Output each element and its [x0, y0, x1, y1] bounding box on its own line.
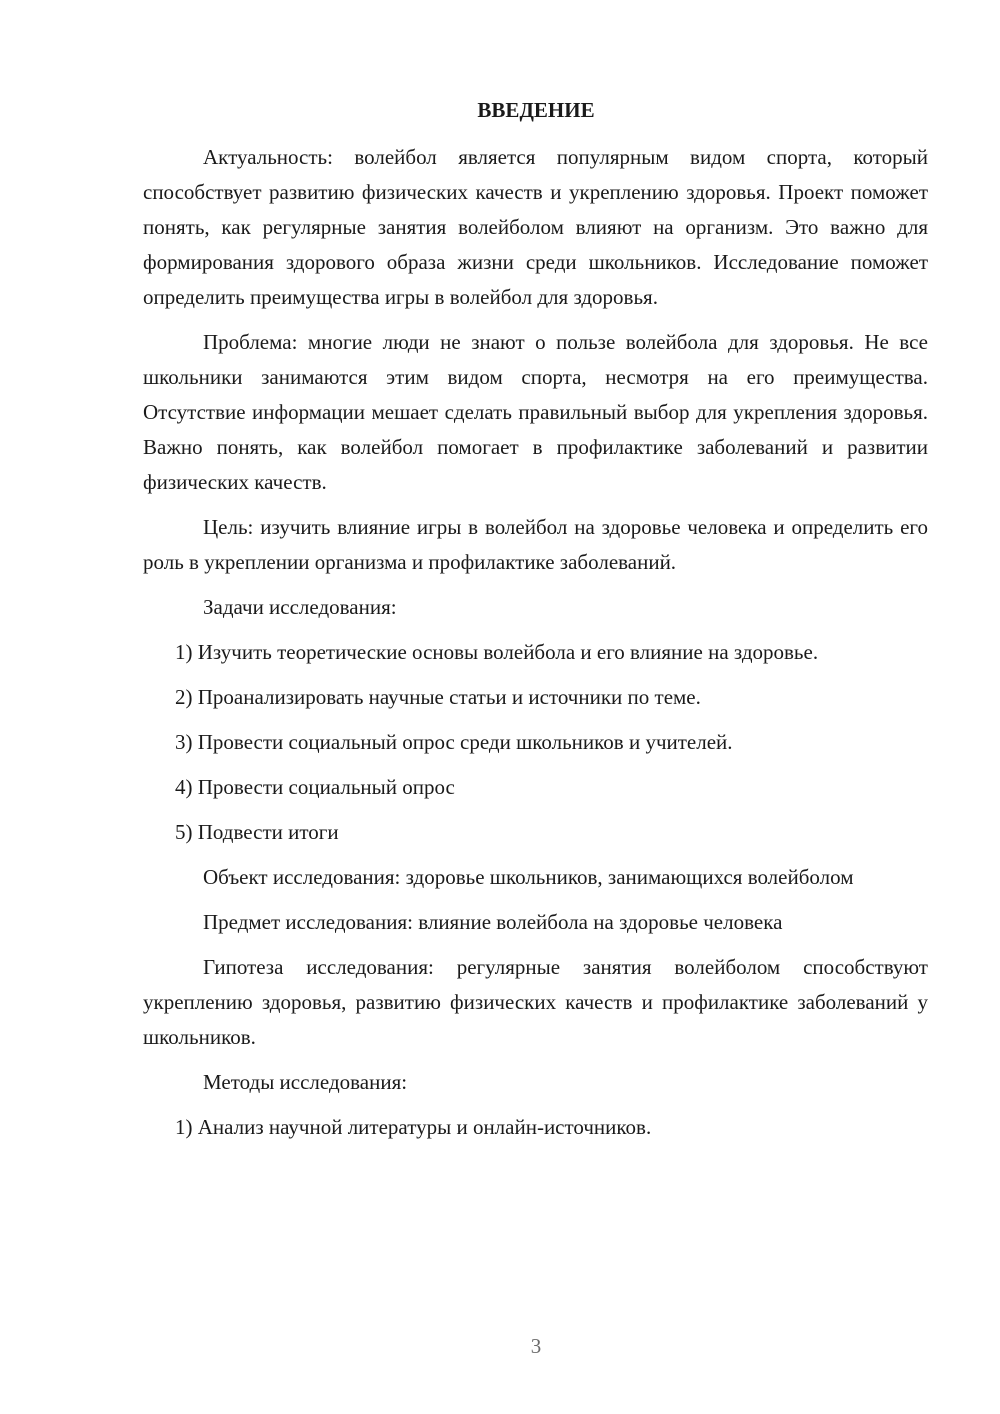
task-item: 4) Провести социальный опрос — [175, 775, 455, 799]
method-item: 1) Анализ научной литературы и онлайн-источников. — [175, 1115, 652, 1139]
page-number: 3 — [530, 1334, 542, 1358]
task-item: 2) Проанализировать научные статьи и источники по теме. — [175, 685, 701, 709]
page-title: ВВЕДЕНИЕ — [477, 98, 595, 122]
page-content — [143, 93, 928, 1145]
task-item: 5) Подвести итоги — [175, 820, 339, 844]
paragraph-object: Объект исследования: здоровье школьников, занимающихся волейболом — [203, 865, 854, 889]
paragraph-relevance: Актуальность: волейбол является популярным видом спорта, который способствует развитию физических качеств и укреплению здоровья. Проект поможет понять, как регулярные занятия волейболом влияют на организм. Это важно для формирования здорового образа жизни среди школьников. Исследование поможет определить преимущества игры в волейбол для здоровья. — [143, 145, 928, 309]
methods-heading: Методы исследования: — [203, 1070, 408, 1094]
task-item: 1) Изучить теоретические основы волейбола и его влияние на здоровье. — [175, 640, 819, 664]
paragraph-subject: Предмет исследования: влияние волейбола на здоровье человека — [203, 910, 783, 934]
paragraph-problem: Проблема: многие люди не знают о пользе волейбола для здоровья. Не все школьники занимаются этим видом спорта, несмотря на его преимущества. Отсутствие информации мешает сделать правильный выбор для укрепления здоровья. Важно понять, как волейбол помогает в профилактике заболеваний и развитии физических качеств. — [143, 330, 928, 494]
tasks-heading: Задачи исследования: — [203, 595, 397, 619]
paragraph-hypothesis: Гипотеза исследования: регулярные занятия волейболом способствуют укреплению здоровья, развитию физических качеств и профилактике заболеваний у школьников. — [143, 955, 928, 1049]
task-item: 3) Провести социальный опрос среди школьников и учителей. — [175, 730, 733, 754]
paragraph-goal: Цель: изучить влияние игры в волейбол на здоровье человека и определить его роль в укреплении организма и профилактике заболеваний. — [143, 515, 928, 574]
